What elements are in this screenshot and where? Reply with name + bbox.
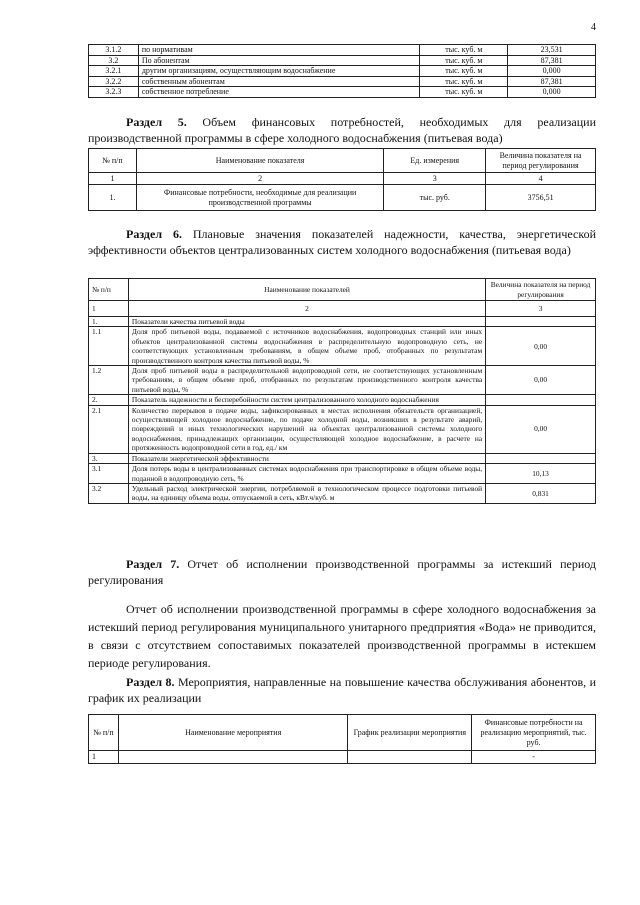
row-number: 2. <box>89 395 129 405</box>
row-value: 87,381 <box>508 55 596 66</box>
row-number: 1. <box>89 317 129 327</box>
measures-table <box>88 714 596 764</box>
index-cell: 3 <box>486 301 596 317</box>
section7-heading <box>88 556 596 588</box>
section5-heading <box>88 114 596 146</box>
row-number: 1 <box>89 751 119 764</box>
header-value: Величина показателя на период регулирования <box>486 279 596 301</box>
row-value: 0,00 <box>486 366 596 395</box>
row-number: 3. <box>89 453 129 463</box>
table-row <box>89 405 596 453</box>
financial-needs-table <box>88 148 596 211</box>
row-name: Показатель надежности и бесперебойности систем централизованного холодного водоснабжения <box>128 395 485 405</box>
row-value: 0,000 <box>508 87 596 98</box>
header-unit: Ед. измерения <box>384 149 486 173</box>
header-num: № п/п <box>89 279 129 301</box>
row-name: Доля потерь воды в централизованных системах водоснабжения при транспортировке в общем объеме воды, поданной в водопроводную сеть, % <box>128 464 485 484</box>
row-value: 10,13 <box>486 464 596 484</box>
row-name: По абонентам <box>138 55 420 66</box>
row-value: 0,831 <box>486 483 596 503</box>
section8-label: Раздел 8. <box>126 675 175 689</box>
section8-title: Мероприятия, направленные на повышение качества обслуживания абонентов, и график их реализации <box>88 675 596 705</box>
header-name: Наименование мероприятия <box>118 715 347 751</box>
row-number: 3.2.1 <box>89 66 139 77</box>
table-index-row <box>89 301 596 317</box>
section6-label: Раздел 6. <box>126 227 182 241</box>
row-value: 0,00 <box>486 327 596 366</box>
row-name: Доля проб питьевой воды, подаваемой с источников водоснабжения, водопроводных станций или иных объектов централизованной системы водоснабжения в распределительную водопроводную сеть, не соответствующих установленным требованиям, в общем объеме проб, отобранных по результатам производственного контроля качества питьевой воды, % <box>128 327 485 366</box>
row-name: Показатели качества питьевой воды <box>128 317 485 327</box>
header-schedule: График реализации мероприятия <box>348 715 472 751</box>
row-unit: тыс. куб. м <box>420 45 508 56</box>
table-index-row <box>89 173 596 185</box>
volume-table <box>88 44 596 98</box>
row-number: 1.2 <box>89 366 129 395</box>
reliability-indicators-table <box>88 278 596 504</box>
table-row <box>89 464 596 484</box>
row-number: 3.2 <box>89 55 139 66</box>
section5-title: Объем финансовых потребностей, необходимых для реализации производственной программы в сфере холодного водоснабжения (питьевая вода) <box>88 115 596 145</box>
header-name: Наименование показателей <box>128 279 485 301</box>
row-number: 2.1 <box>89 405 129 453</box>
row-schedule <box>348 751 472 764</box>
row-number: 1. <box>89 185 137 211</box>
row-number: 1.1 <box>89 327 129 366</box>
header-num: № п/п <box>89 149 137 173</box>
table-header-row <box>89 715 596 751</box>
header-value: Финансовые потребности на реализацию мероприятий, тыс. руб. <box>472 715 596 751</box>
table-row <box>89 751 596 764</box>
page-number: 4 <box>591 22 596 33</box>
row-value: 87,381 <box>508 76 596 87</box>
row-number: 3.2.3 <box>89 87 139 98</box>
table-row <box>89 76 596 87</box>
table-row <box>89 55 596 66</box>
row-name <box>118 751 347 764</box>
section6-title: Плановые значения показателей надежности, качества, энергетической эффективности объектов централизованных систем холодного водоснабжения (питьевая вода) <box>88 227 596 257</box>
row-number: 3.1 <box>89 464 129 484</box>
row-number: 3.2 <box>89 483 129 503</box>
row-name: Доля проб питьевой воды в распределительной водопроводной сети, не соответствующих установленным требованиям, в общем объеме проб, отобранных по результатам производственного контроля качества питьевой воды, % <box>128 366 485 395</box>
table-row <box>89 327 596 366</box>
row-unit: тыс. куб. м <box>420 76 508 87</box>
row-value: - <box>472 751 596 764</box>
row-value: 23,531 <box>508 45 596 56</box>
table-row <box>89 366 596 395</box>
index-cell: 4 <box>486 173 596 185</box>
table-row <box>89 66 596 77</box>
table-row <box>89 45 596 56</box>
header-name: Наименование показателя <box>136 149 383 173</box>
table-row <box>89 185 596 211</box>
row-name: по нормативам <box>138 45 420 56</box>
index-cell: 3 <box>384 173 486 185</box>
section7-label: Раздел 7. <box>126 557 180 571</box>
table-row <box>89 483 596 503</box>
section5-label: Раздел 5. <box>126 115 187 129</box>
header-value: Величина показателя на период регулирования <box>486 149 596 173</box>
row-unit: тыс. куб. м <box>420 55 508 66</box>
row-name: Показатели энергетической эффективности <box>128 453 485 463</box>
index-cell: 2 <box>128 301 485 317</box>
row-name: Количество перерывов в подаче воды, зафиксированных в местах исполнения обязательств организацией, осуществляющей холодное водоснабжение, по подаче холодной воды, возникших в результате аварий, повреждений и иных технологических нарушений на объектах централизованной системы холодного водоснабжения, принадлежащих организации, осуществляющей холодное водоснабжение, в расчете на протяженность водопроводной сети в год, ед./ км <box>128 405 485 453</box>
row-value: 3756,51 <box>486 185 596 211</box>
index-cell: 1 <box>89 173 137 185</box>
index-cell: 1 <box>89 301 129 317</box>
table-header-row <box>89 279 596 301</box>
table-row <box>89 395 596 405</box>
index-cell: 2 <box>136 173 383 185</box>
section6-heading <box>88 226 596 258</box>
row-name: Финансовые потребности, необходимые для реализации производственной программы <box>136 185 383 211</box>
row-unit: тыс. куб. м <box>420 87 508 98</box>
row-name: Удельный расход электрической энергии, потребляемой в технологическом процессе подготовки питьевой воды, на единицу объема воды, отпускаемой в сеть, кВт.ч/куб. м <box>128 483 485 503</box>
row-name: другим организациям, осуществляющим водоснабжение <box>138 66 420 77</box>
table-row <box>89 87 596 98</box>
table-header-row <box>89 149 596 173</box>
row-name: собственное потребление <box>138 87 420 98</box>
section7-paragraph: Отчет об исполнении производственной программы в сфере холодного водоснабжения за истекший период регулирования муниципального унитарного предприятия «Вода» не приводится, в связи с отсутствием сопоставимых показателей производственной программы в истекшем периоде регулирования. <box>88 602 596 670</box>
row-number: 3.2.2 <box>89 76 139 87</box>
section8-heading <box>88 674 596 706</box>
row-number: 3.1.2 <box>89 45 139 56</box>
table-row <box>89 453 596 463</box>
table-row <box>89 317 596 327</box>
row-unit: тыс. куб. м <box>420 66 508 77</box>
row-name: собственным абонентам <box>138 76 420 87</box>
header-num: № п/п <box>89 715 119 751</box>
row-value: 0,000 <box>508 66 596 77</box>
section7-title: Отчет об исполнении производственной программы за истекший период регулирования <box>88 557 596 587</box>
row-unit: тыс. руб. <box>384 185 486 211</box>
row-value: 0,00 <box>486 405 596 453</box>
